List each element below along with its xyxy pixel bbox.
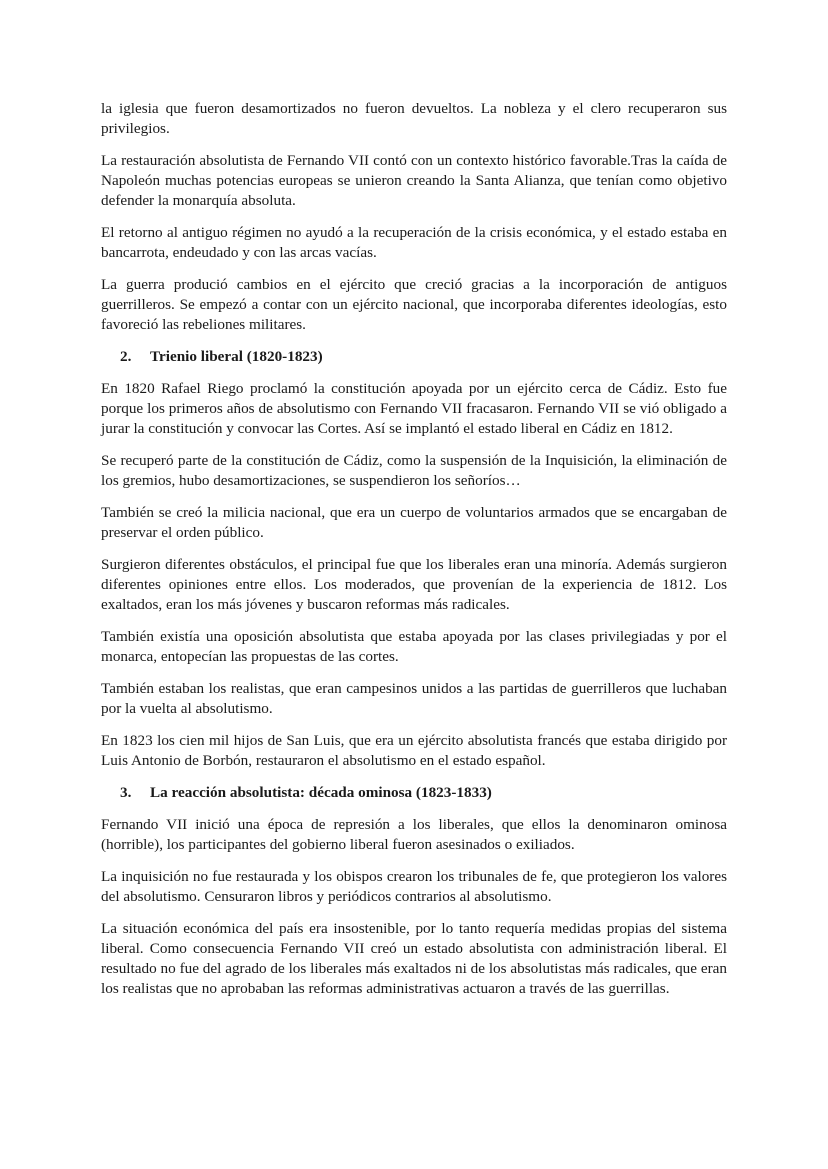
paragraph: la iglesia que fueron desamortizados no fueron devueltos. La nobleza y el clero recuperaron sus privilegios. [101, 100, 727, 137]
paragraph: El retorno al antiguo régimen no ayudó a la recuperación de la crisis económica, y el estado estaba en bancarrota, endeudado y con las arcas vacías. [101, 224, 727, 261]
paragraph: La guerra produció cambios en el ejército que creció gracias a la incorporación de antiguos guerrilleros. Se empezó a contar con un ejército nacional, que incorporaba diferentes ideologías, esto favoreció las rebeliones militares. [101, 276, 727, 333]
paragraph: La situación económica del país era insostenible, por lo tanto requería medidas propias del sistema liberal. Como consecuencia Fernando VII creó un estado absolutista con administración liberal. El resultado no fue del agrado de los liberales más exaltados ni de los absolutistas más radicales, que eran los realistas que no aprobaban las reformas administrativas actuaron a través de las guerrillas. [101, 920, 727, 997]
section-heading-trienio-liberal [101, 347, 727, 367]
section-number: 2. [120, 348, 132, 365]
paragraph: Surgieron diferentes obstáculos, el principal fue que los liberales eran una minoría. Además surgieron diferentes opiniones entre ellos. Los moderados, que provenían de la experiencia de 1812. Los exaltados, eran los más jóvenes y buscaron reformas más radicales. [101, 556, 727, 613]
paragraph: También se creó la milicia nacional, que era un cuerpo de voluntarios armados que se encargaban de preservar el orden público. [101, 504, 727, 541]
paragraph: También existía una oposición absolutista que estaba apoyada por las clases privilegiadas y por el monarca, entopecían las propuestas de las cortes. [101, 628, 727, 665]
paragraph: La inquisición no fue restaurada y los obispos crearon los tribunales de fe, que protegieron los valores del absolutismo. Censuraron libros y periódicos contrarios al absolutismo. [101, 868, 727, 905]
paragraph: Se recuperó parte de la constitución de Cádiz, como la suspensión de la Inquisición, la eliminación de los gremios, hubo desamortizaciones, se suspendieron los señoríos… [101, 452, 727, 489]
section-title: La reacción absolutista: década ominosa (1823-1833) [150, 784, 492, 801]
section-heading-decada-ominosa [101, 783, 727, 803]
paragraph: La restauración absolutista de Fernando VII contó con un contexto histórico favorable.Tras la caída de Napoleón muchas potencias europeas se unieron creando la Santa Alianza, que tenían como objetivo defender la monarquía absoluta. [101, 152, 727, 209]
paragraph: En 1820 Rafael Riego proclamó la constitución apoyada por un ejército cerca de Cádiz. Esto fue porque los primeros años de absolutismo con Fernando VII fracasaron. Fernando VII se vió obligado a jurar la constitución y convocar las Cortes. Así se implantó el estado liberal en Cádiz en 1812. [101, 380, 727, 437]
section-number: 3. [120, 784, 132, 801]
paragraph: También estaban los realistas, que eran campesinos unidos a las partidas de guerrilleros que luchaban por la vuelta al absolutismo. [101, 680, 727, 717]
section-title: Trienio liberal (1820-1823) [150, 348, 323, 365]
document-page [101, 99, 727, 1011]
paragraph: Fernando VII inició una época de represión a los liberales, que ellos la denominaron ominosa (horrible), los participantes del gobierno liberal fueron asesinados o exiliados. [101, 816, 727, 853]
paragraph: En 1823 los cien mil hijos de San Luis, que era un ejército absolutista francés que estaba dirigido por Luis Antonio de Borbón, restauraron el absolutismo en el estado español. [101, 732, 727, 769]
